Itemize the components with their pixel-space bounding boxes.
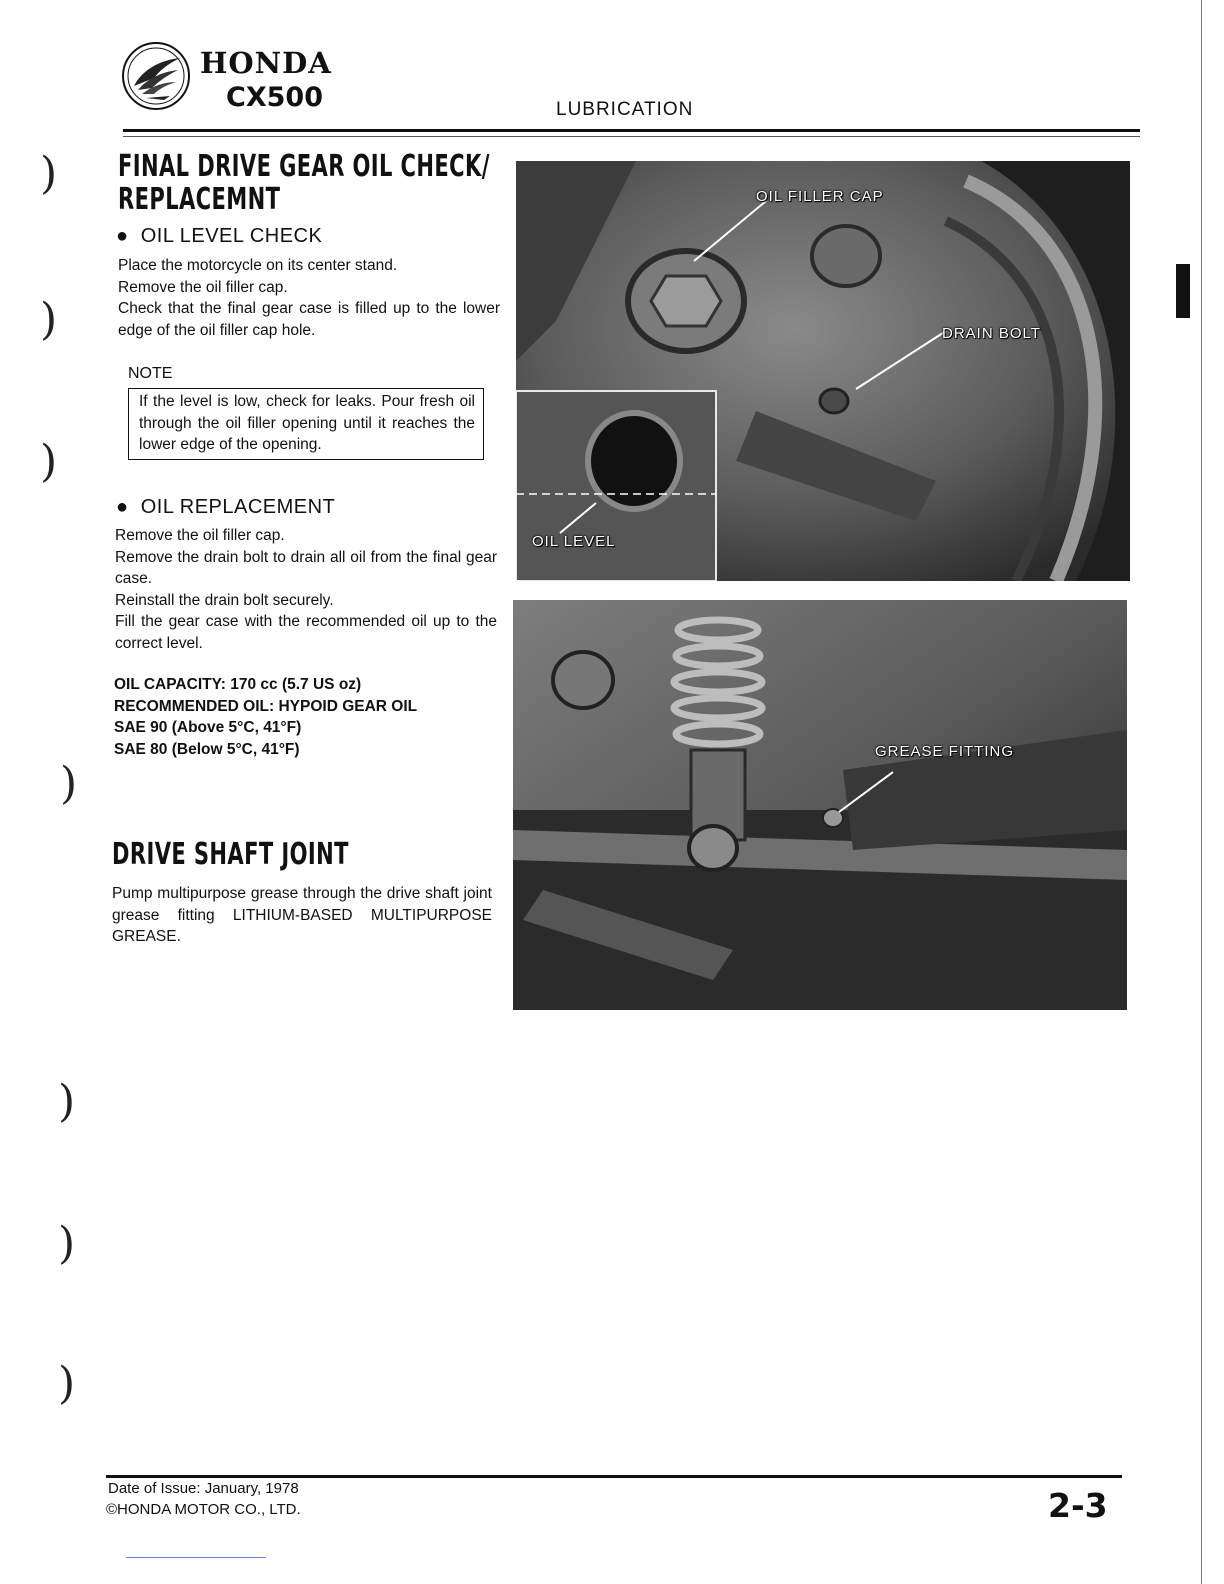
final-drive-title-line2: REPLACEMNT [118,182,281,217]
drain-bolt-callout: DRAIN BOLT [942,325,1041,342]
honda-wing-logo [120,40,192,112]
recommended-oil-spec: RECOMMENDED OIL: HYPOID GEAR OIL [114,697,418,715]
sae90-spec: SAE 90 (Above 5°C, 41°F) [114,719,302,736]
oil-replacement-label: OIL REPLACEMENT [140,496,336,518]
oil-level-callout: OIL LEVEL [532,533,616,550]
oil-filler-cap-callout: OIL FILLER CAP [756,188,884,205]
final-drive-title [118,150,490,216]
oil-replacement-heading [116,496,335,519]
binder-mark: ) [40,294,58,345]
oil-capacity-spec: OIL CAPACITY: 170 cc (5.7 US oz) [114,676,362,693]
binder-mark: ) [58,1358,76,1409]
oil-level-check-text [118,255,500,341]
drive-shaft-photo [513,600,1127,1010]
final-drive-photo [516,161,1130,581]
page-number: 2-3 [1048,1486,1108,1525]
oil-replacement-text [115,525,497,654]
page-edge-line [1201,0,1202,1584]
instruction-line: Remove the drain bolt to drain all oil from the final gear case. [115,548,497,587]
section-title: LUBRICATION [556,99,694,120]
binder-mark: ) [40,436,58,487]
copyright: ©HONDA MOTOR CO., LTD. [106,1501,301,1518]
section-tab-marker [1176,264,1190,318]
instruction-line: Check that the final gear case is filled up to the lower edge of the oil filler cap hole. [118,300,500,339]
note-box: If the level is low, check for leaks. Pour fresh oil through the oil filler opening until it reaches the lower edge of the opening. [128,388,484,460]
binder-mark: ) [58,1218,76,1269]
footer-link-underline [126,1557,266,1558]
note-label: NOTE [128,365,173,382]
oil-specs [114,674,417,760]
instruction-line: Fill the gear case with the recommended oil up to the correct level. [115,613,497,652]
bullet-icon: ● [116,496,141,518]
final-drive-title-line1: FINAL DRIVE GEAR OIL CHECK/ [118,149,490,184]
header-rule [123,129,1140,132]
binder-mark: ) [40,148,58,199]
bullet-icon: ● [116,225,141,247]
instruction-line: Remove the oil filler cap. [115,527,285,544]
grease-fitting-callout: GREASE FITTING [875,743,1015,760]
instruction-line: Reinstall the drain bolt securely. [115,591,334,609]
oil-level-check-label: OIL LEVEL CHECK [140,225,323,247]
instruction-line: Place the motorcycle on its center stand. [118,257,398,274]
binder-mark: ) [58,1076,76,1127]
header-rule-thin [123,136,1140,137]
drive-shaft-text: Pump multipurpose grease through the drive shaft joint grease fitting LITHIUM-BASED MULTIPURPOSE GREASE. [112,885,492,945]
issue-date: Date of Issue: January, 1978 [108,1480,299,1497]
brand-name: HONDA [200,46,332,80]
sae80-spec: SAE 80 (Below 5°C, 41°F) [114,740,300,758]
instruction-line: Remove the oil filler cap. [118,278,288,296]
model-name: CX500 [226,82,323,113]
oil-level-check-heading [116,225,322,248]
footer-rule [106,1475,1122,1478]
drive-shaft-title: DRIVE SHAFT JOINT [112,837,349,872]
binder-mark: ) [60,758,78,809]
